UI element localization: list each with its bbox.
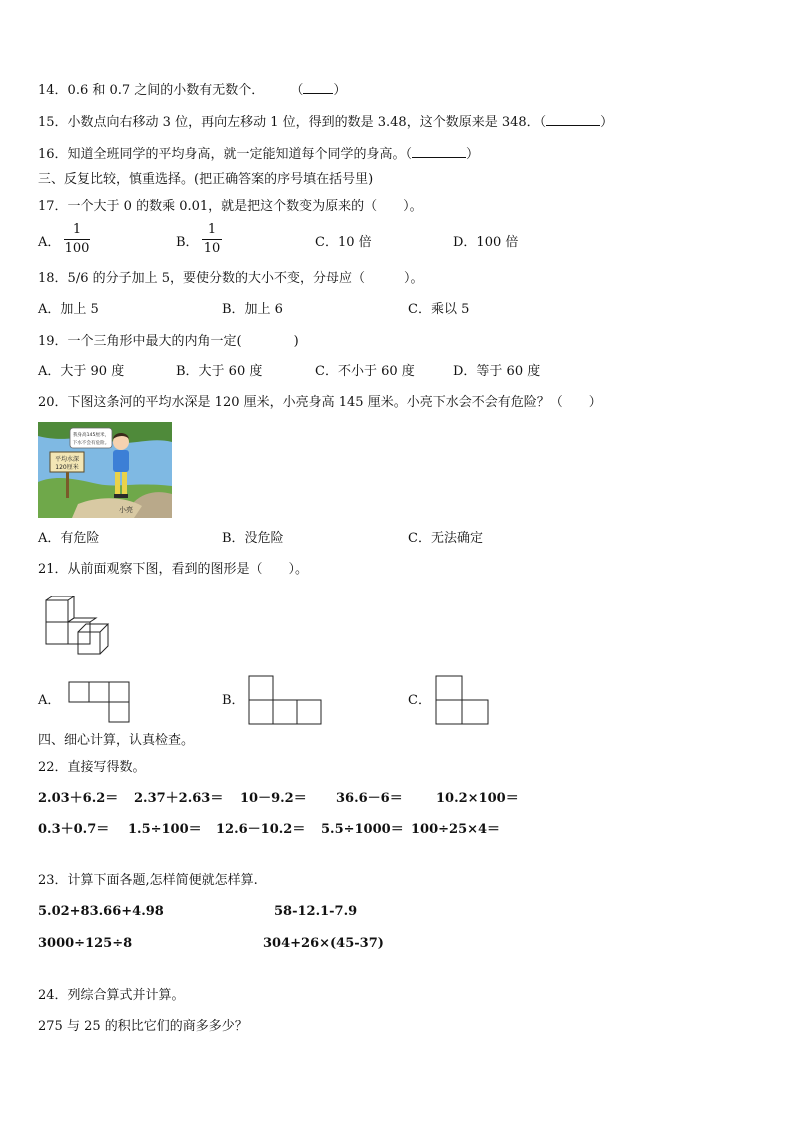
question-19-text: 19．一个三角形中最大的内角一定( ) — [38, 334, 299, 349]
calc-row2-3: 12.6－10.2＝ — [216, 822, 306, 837]
option-21-a-shape[interactable] — [68, 681, 132, 723]
answer-blank-16[interactable] — [412, 157, 466, 158]
option-17-d[interactable]: D．100 倍 — [453, 235, 519, 250]
calc-row2-4: 5.5÷1000＝ — [321, 822, 404, 837]
boy-leg-right — [122, 472, 127, 494]
option-18-a[interactable]: A．加上 5 — [38, 302, 99, 317]
question-22-text: 22．直接写得数。 — [38, 760, 146, 775]
sign-text-2: 120厘米 — [55, 464, 79, 471]
option-20-c[interactable]: C．无法确定 — [408, 531, 483, 546]
calc-row2-5: 100÷25×4＝ — [411, 822, 501, 837]
question-18-text: 18．5/6 的分子加上 5，要使分数的大小不变，分母应（ ）。 — [38, 271, 424, 286]
name-label: 小亮 — [119, 506, 133, 514]
sign-post — [66, 472, 69, 498]
sign-text-1: 平均水深 — [54, 456, 80, 463]
cube-stack-figure — [42, 596, 120, 656]
option-21-b-shape[interactable] — [248, 675, 322, 725]
question-16: 16．知道全班同学的平均身高，就一定能知道每个同学的身高。（ ） — [38, 147, 480, 162]
question-15-text: 15．小数点向右移动 3 位，再向左移动 1 位，得到的数是 3.48，这个数原来是 348．（ — [38, 115, 547, 130]
fraction-1-100: 1 100 — [64, 222, 90, 256]
question-24-text: 24．列综合算式并计算。 — [38, 988, 185, 1003]
question-20-text: 20．下图这条河的平均水深是 120 厘米，小亮身高 145 厘米。小亮下水会不会有危险？（ ） — [38, 395, 602, 410]
option-19-d[interactable]: D．等于 60 度 — [453, 364, 541, 379]
fraction-1-10: 1 10 — [203, 222, 221, 256]
question-17-text: 17．一个大于 0 的数乘 0.01，就是把这个数变为原来的（ ）。 — [38, 199, 423, 214]
calc-row1-4: 36.6－6＝ — [336, 791, 403, 806]
question-24-body: 275 与 25 的积比它们的商多多少？ — [38, 1019, 248, 1034]
option-21-b-label: B． — [222, 693, 245, 708]
option-21-c-label: C． — [408, 693, 431, 708]
calc-row2-2: 1.5÷100＝ — [128, 822, 202, 837]
bubble-text-2: 下水不会有危险。 — [72, 441, 110, 446]
calc-row2-1: 0.3＋0.7＝ — [38, 822, 110, 837]
option-19-b[interactable]: B．大于 60 度 — [176, 364, 263, 379]
calc-row1-1: 2.03＋6.2＝ — [38, 791, 119, 806]
answer-blank-15[interactable] — [546, 125, 600, 126]
option-20-a[interactable]: A．有危险 — [38, 531, 100, 546]
calc-23-4: 304+26×(45-37) — [263, 936, 384, 951]
calc-row1-5: 10.2×100＝ — [436, 791, 519, 806]
option-17-c[interactable]: C．10 倍 — [315, 235, 372, 250]
option-21-c-shape[interactable] — [435, 675, 489, 725]
question-16-text: 16．知道全班同学的平均身高，就一定能知道每个同学的身高。（ — [38, 147, 413, 162]
option-19-c[interactable]: C．不小于 60 度 — [315, 364, 415, 379]
calc-23-2: 58-12.1-7.9 — [274, 904, 358, 919]
section-3-heading: 三、反复比较，慎重选择。(把正确答案的序号填在括号里) — [38, 172, 374, 187]
option-17-b-label: B． — [176, 235, 199, 250]
river-illustration — [38, 422, 172, 518]
boy-shirt — [113, 450, 129, 472]
section-4-heading: 四、细心计算，认真检查。 — [38, 733, 195, 748]
calc-23-1: 5.02+83.66+4.98 — [38, 904, 164, 919]
question-15: 15．小数点向右移动 3 位，再向左移动 1 位，得到的数是 3.48，这个数原来是 348．（ ） — [38, 115, 614, 130]
answer-blank-14[interactable] — [303, 93, 333, 94]
option-17-a-label: A． — [38, 235, 61, 250]
option-19-a[interactable]: A．大于 90 度 — [38, 364, 125, 379]
calc-row1-2: 2.37＋2.63＝ — [134, 791, 224, 806]
bubble-text-1: 我身高145厘米， — [72, 433, 110, 438]
question-14-text: 14．0.6 和 0.7 之间的小数有无数个． — [38, 83, 258, 98]
option-20-b[interactable]: B．没危险 — [222, 531, 284, 546]
option-18-c[interactable]: C．乘以 5 — [408, 302, 470, 317]
option-21-a-label: A． — [38, 693, 61, 708]
calc-23-3: 3000÷125÷8 — [38, 936, 133, 951]
boy-leg-left — [115, 472, 120, 494]
calc-row1-3: 10－9.2＝ — [240, 791, 307, 806]
option-18-b[interactable]: B．加上 6 — [222, 302, 283, 317]
question-14: 14．0.6 和 0.7 之间的小数有无数个． （ ） — [38, 83, 347, 98]
question-21-text: 21．从前面观察下图，看到的图形是（ ）。 — [38, 562, 309, 577]
question-23-text: 23．计算下面各题,怎样简便就怎样算. — [38, 873, 258, 888]
